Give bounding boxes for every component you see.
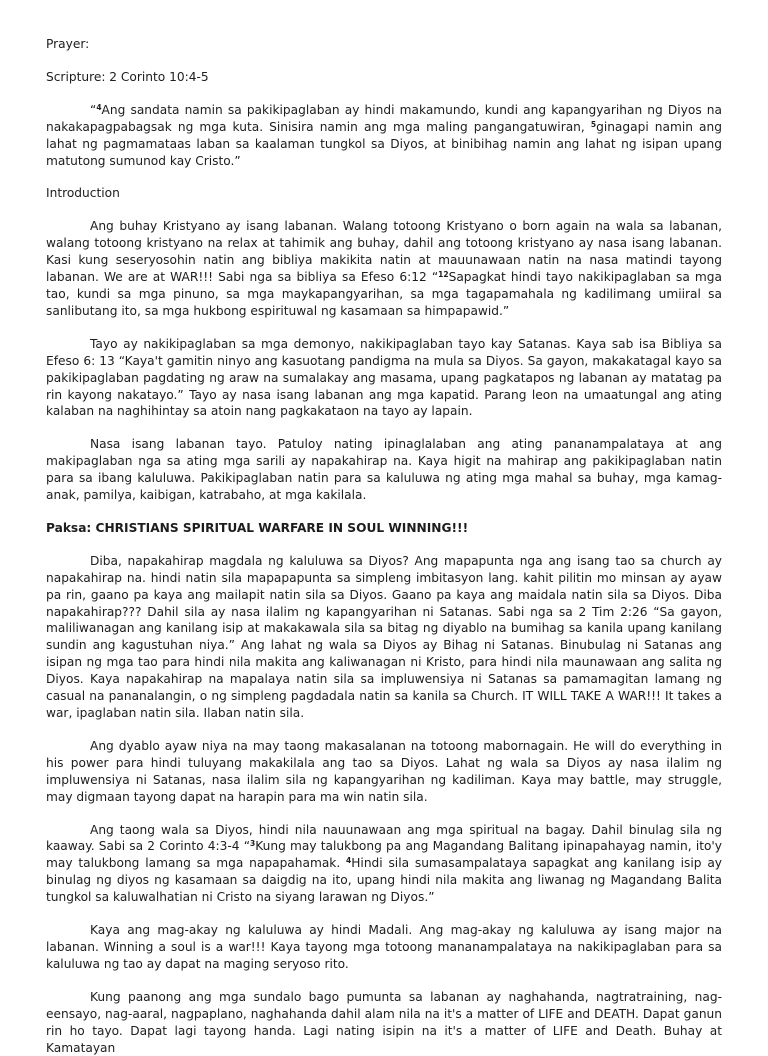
verse-number: 3 bbox=[250, 839, 256, 849]
intro-paragraph-2: Tayo ay nakikipaglaban sa mga demonyo, nakikipaglaban tayo kay Satanas. Kaya sab isa Bibliya sa Efeso 6: 13 “Kaya't gamitin ninyo ang kasuotang pandigma na mula sa Diyos. Sa gayon, makakatagal kayo sa pakikipaglaban pagdating ng araw na sumalakay ang masama, upang pagkatapos ng labanan ay matatag pa rin kayong nakatayo.” Tayo ay nasa isang labanan ang mga kapatid. Parang leon na umaatungal ang ating kalaban na naghihintay sa atoin nang pagkakataon na tayo ay lapain. bbox=[46, 336, 722, 419]
scripture-quote: “$^4$Ang sandata namin sa pakikipaglaban ay hindi makamundo, kundi ang kapangyarihan ng Diyos na nakakapagpabagsak ng mga kuta. Sinisira namin ang mga maling pangangatuwiran, $^5$ginagapi namin ang lahat ng pagmamataas laban sa kaalaman tungkol sa Diyos, at binibihag namin ang lahat ng isipan upang matutong sumunod kay Cristo.” bbox=[46, 102, 722, 168]
prayer-label: Prayer: bbox=[46, 37, 90, 51]
intro-paragraph-1: Ang buhay Kristyano ay isang labanan. Walang totoong Kristyano o born again na wala sa labanan, walang totoong kristyano na relax at tahimik ang buhay, dahil ang totoong kristyano ay nasa isang labanan. Kasi kung seseryosohin natin ang bibliya makikita natin at mauunawaan natin na nasa matindi tayong labanan. We are at WAR!!! Sabi nga sa bibliya sa Efeso 6:12 “$^{12}$Sapagkat hindi tayo nakikipaglaban sa mga tao, kundi sa mga pinuno, sa mga maykapangyarihan, sa mga tagapamahala ng kadilimang umiiral sa sanlibutang ito, sa mga hukbong espirituwal ng kasamaan sa himpapawid.” bbox=[46, 219, 722, 318]
verse-number: 4 bbox=[96, 102, 102, 112]
verse-number: 5 bbox=[590, 119, 597, 129]
introduction-label: Introduction bbox=[46, 186, 120, 201]
topic-heading: Paksa: CHRISTIANS SPIRITUAL WARFARE IN SOUL WINNING!!! bbox=[46, 520, 469, 535]
verse-number: 12 bbox=[438, 269, 449, 279]
body-paragraph-1: Diba, napakahirap magdala ng kaluluwa sa Diyos? Ang mapapunta nga ang isang tao sa church ay napakahirap na. hindi natin sila mapapapunta sa simpleng imbitasyon lang. kahit pilitin mo minsan ay ayaw pa rin, gaano pa kaya ang mailapit natin sila sa Diyos. Gaano pa kaya ang maidala natin sila sa Diyos. Diba napakahirap??? Dahil sila ay nasa ilalim ng kapangyarihan ni Satanas. Sabi nga sa 2 Tim 2:26 “Sa gayon, maliliwanagan ang kanilang isip at makakawala sila sa bitag ng diyablo na bumihag sa kanila upang kanilang sundin ang kagustuhan niya.” Ang lahat ng wala sa Diyos ay Bihag ni Satanas. Binubulag ni Satanas ang isipan ng mga tao para hindi nila makita ang kaliwanagan ni Kristo, para hindi nila maunawaan ang salita ng Diyos. Kaya napakahirap na mapalaya natin sila sa impluwensiya ni Satanas sa pamamagitan lamang ng casual na pananalangin, o ng simpleng pagdadala natin sa kanila sa Church. IT WILL TAKE A WAR!!! It takes a war, ipaglaban natin sila. Ilaban natin sila. bbox=[46, 553, 722, 720]
body-paragraph-4: Kaya ang mag-akay ng kaluluwa ay hindi Madali. Ang mag-akay ng kaluluwa ay isang major na labanan. Winning a soul is a war!!! Kaya tayong mga totoong mananampalataya na nakikipaglaban para sa kaluluwa ng tao ay dapat na maging seryoso rito. bbox=[46, 923, 722, 971]
verse-number: 4 bbox=[346, 856, 352, 866]
body-paragraph-3: Ang taong wala sa Diyos, hindi nila nauunawaan ang mga spiritual na bagay. Dahil binulag sila ng kaaway. Sabi sa 2 Corinto 4:3-4 “$^3$Kung may talukbong pa ang Magandang Balitang ipinapahayag namin, ito'y may talukbong lamang sa mga napapahamak. $^4$Hindi sila sumasampalataya sapagkat ang kanilang isip ay binulag ng diyos ng kasamaan sa daigdig na ito, upang hindi nila makita ang liwanag ng Magandang Balita tungkol sa kaluwalhatian ni Cristo na siyang larawan ng Diyos.” bbox=[46, 822, 722, 905]
body-paragraph-5: Kung paanong ang mga sundalo bago pumunta sa labanan ay naghahanda, nagtratraining, nag-eensayo, nag-aaral, nagpaplano, naghahanda dahil alam nila na it's a matter of LIFE and DEATH. Dapat ganun rin ho tayo. Dapat lagi tayong handa. Lagi nating isipin na it's a matter of LIFE and Death. Buhay at Kamatayan bbox=[46, 989, 722, 1055]
body-paragraph-2: Ang dyablo ayaw niya na may taong makasalanan na totoong mabornagain. He will do everything in his power para hindi tuluyang makakilala ang tao sa Diyos. Lahat ng wala sa Diyos ay nasa ilalim ng impluwensiya ni Satanas, nasa ilalim sila ng kapangyarihan ng kadiliman. Kaya may battle, may struggle, may digmaan tayong dapat na harapin para ma win natin sila. bbox=[46, 738, 722, 804]
scripture-reference: Scripture: 2 Corinto 10:4-5 bbox=[46, 69, 209, 84]
intro-paragraph-3: Nasa isang labanan tayo. Patuloy nating ipinaglalaban ang ating pananampalataya at ang makipaglaban nga sa ating mga sarili ay napakahirap na. Kaya higit na mahirap ang pakikipaglaban natin para sa ibang kaluluwa. Pakikipaglaban natin para sa kaluluwa ng ating mga mahal sa buhay, mga kamag-anak, pamilya, kaibigan, katrabaho, at mga kakilala. bbox=[46, 437, 722, 503]
